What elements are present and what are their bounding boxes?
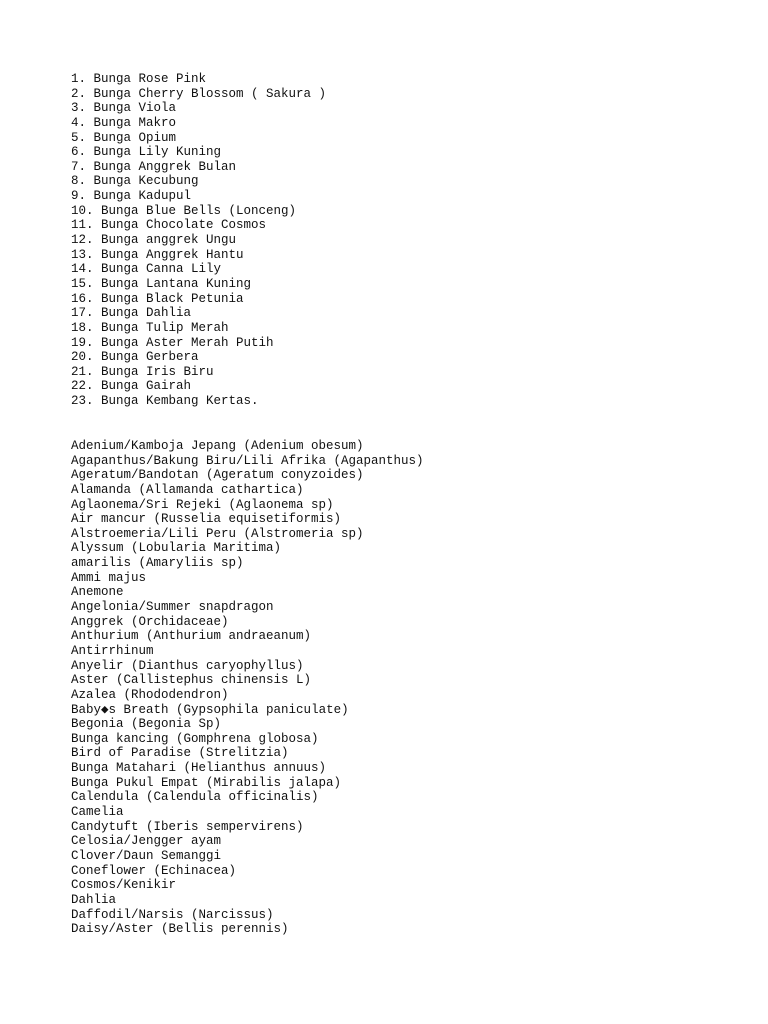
list-item: 16. Bunga Black Petunia: [71, 291, 244, 306]
list-item: Celosia/Jengger ayam: [71, 834, 222, 849]
list-item: Aglaonema/Sri Rejeki (Aglaonema sp): [71, 497, 334, 512]
list-item: 15. Bunga Lantana Kuning: [71, 276, 252, 291]
list-item: 23. Bunga Kembang Kertas.: [71, 394, 259, 409]
list-item: Clover/Daun Semanggi: [71, 848, 222, 863]
list-item: 4. Bunga Makro: [71, 115, 177, 130]
list-item: 10. Bunga Blue Bells (Lonceng): [71, 203, 297, 218]
list-item: Azalea (Rhododendron): [71, 687, 229, 702]
list-item: Agapanthus/Bakung Biru/Lili Afrika (Agapanthus): [71, 453, 424, 468]
list-item: amarilis (Amaryliis sp): [71, 556, 244, 571]
list-item: 21. Bunga Iris Biru: [71, 364, 214, 379]
list-item: 3. Bunga Viola: [71, 101, 177, 116]
list-item: 6. Bunga Lily Kuning: [71, 145, 222, 160]
list-item: 9. Bunga Kadupul: [71, 189, 192, 204]
list-item: 20. Bunga Gerbera: [71, 350, 199, 365]
list-item: 13. Bunga Anggrek Hantu: [71, 247, 244, 262]
list-item: 8. Bunga Kecubung: [71, 174, 199, 189]
list-item: Angelonia/Summer snapdragon: [71, 600, 274, 615]
list-item: Daffodil/Narsis (Narcissus): [71, 907, 274, 922]
list-item: 22. Bunga Gairah: [71, 379, 192, 394]
list-item: 18. Bunga Tulip Merah: [71, 320, 229, 335]
list-item: Anggrek (Orchidaceae): [71, 614, 229, 629]
list-item: 5. Bunga Opium: [71, 130, 177, 145]
list-item: Bunga Matahari (Helianthus annuus): [71, 761, 327, 776]
list-item: Adenium/Kamboja Jepang (Adenium obesum): [71, 439, 364, 453]
list-item: Coneflower (Echinacea): [71, 863, 237, 878]
list-item: Bird of Paradise (Strelitzia): [71, 746, 289, 761]
alphabetical-flower-list: [71, 439, 424, 937]
list-item: Aster (Callistephus chinensis L): [71, 673, 312, 688]
numbered-flower-list: [71, 72, 326, 409]
list-item: Ammi majus: [71, 570, 147, 585]
list-item: Calendula (Calendula officinalis): [71, 790, 319, 805]
list-item: Alamanda (Allamanda cathartica): [71, 482, 304, 497]
list-item: 2. Bunga Cherry Blossom ( Sakura ): [71, 86, 327, 101]
list-item: 14. Bunga Canna Lily: [71, 262, 222, 277]
list-item: 12. Bunga anggrek Ungu: [71, 233, 237, 248]
list-item: Alstroemeria/Lili Peru (Alstromeria sp): [71, 526, 364, 541]
list-item: Antirrhinum: [71, 643, 154, 658]
list-item: 19. Bunga Aster Merah Putih: [71, 335, 274, 350]
list-item: Bunga Pukul Empat (Mirabilis jalapa): [71, 775, 342, 790]
list-item: Anyelir (Dianthus caryophyllus): [71, 658, 304, 673]
list-item: 17. Bunga Dahlia: [71, 306, 192, 321]
list-item: Daisy/Aster (Bellis perennis): [71, 922, 289, 937]
list-item: 11. Bunga Chocolate Cosmos: [71, 218, 267, 233]
list-item: Candytuft (Iberis sempervirens): [71, 819, 304, 834]
list-item: Air mancur (Russelia equisetiformis): [71, 512, 342, 527]
list-item: Anthurium (Anthurium andraeanum): [71, 629, 312, 644]
list-item: Begonia (Begonia Sp): [71, 717, 222, 732]
list-item: Dahlia: [71, 892, 117, 907]
list-item: Anemone: [71, 585, 124, 600]
list-item: Ageratum/Bandotan (Ageratum conyzoides): [71, 468, 364, 483]
list-item: Bunga kancing (Gomphrena globosa): [71, 731, 319, 746]
list-item: Baby◆s Breath (Gypsophila paniculate): [71, 702, 349, 717]
list-item: 1. Bunga Rose Pink: [71, 72, 207, 86]
list-item: Camelia: [71, 805, 124, 820]
list-item: 7. Bunga Anggrek Bulan: [71, 159, 237, 174]
list-item: Alyssum (Lobularia Maritima): [71, 541, 282, 556]
list-item: Cosmos/Kenikir: [71, 878, 177, 893]
